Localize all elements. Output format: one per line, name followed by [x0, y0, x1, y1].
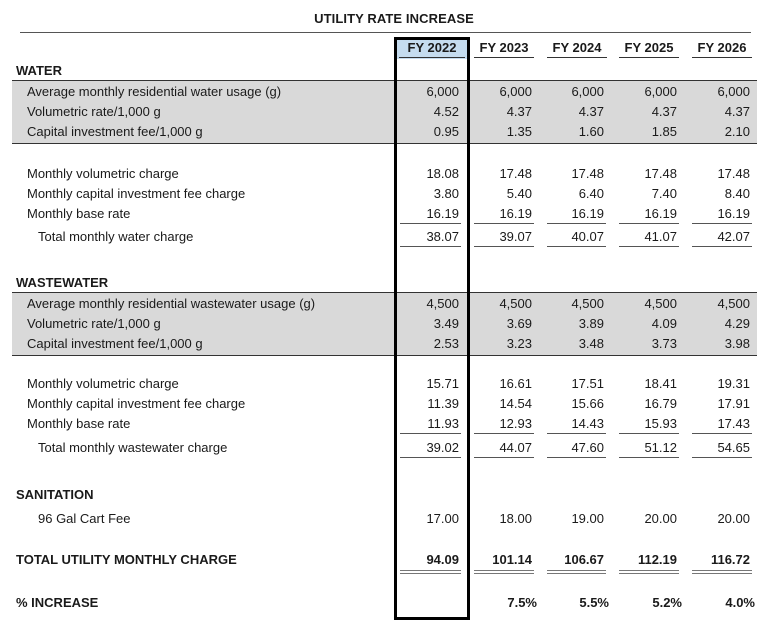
value-cell: 17.91 [717, 396, 750, 411]
value-cell: 39.02 [426, 440, 459, 455]
value-cell: 106.67 [564, 552, 604, 567]
fy2022-highlight-box [394, 37, 470, 620]
underline [619, 433, 679, 434]
underline [547, 223, 606, 224]
section-heading-sanitation: SANITATION [16, 487, 94, 502]
value-cell: 11.39 [427, 396, 459, 411]
value-cell: 0.95 [433, 124, 459, 139]
value-cell: 5.2% [652, 595, 682, 610]
increase-label: % INCREASE [16, 595, 99, 610]
value-cell: 6,000 [717, 84, 750, 99]
value-cell: 54.65 [717, 440, 750, 455]
value-cell: 8.40 [724, 186, 750, 201]
value-cell: 16.19 [644, 206, 677, 221]
value-cell: 18.00 [499, 511, 532, 526]
value-cell: 3.80 [433, 186, 459, 201]
underline [692, 433, 752, 434]
row-label: Volumetric rate/1,000 g [27, 316, 161, 331]
underline [692, 223, 752, 224]
value-cell: 17.48 [644, 166, 677, 181]
value-cell: 6,000 [499, 84, 532, 99]
value-cell: 2.10 [724, 124, 750, 139]
value-cell: 16.61 [499, 376, 532, 391]
value-cell: 17.48 [499, 166, 532, 181]
report-title: UTILITY RATE INCREASE [314, 11, 474, 26]
value-cell: 3.49 [433, 316, 459, 331]
value-cell: 112.19 [637, 552, 677, 567]
value-cell: 17.43 [717, 416, 750, 431]
value-cell: 16.19 [717, 206, 750, 221]
value-cell: 2.53 [433, 336, 459, 351]
value-cell: 47.60 [571, 440, 604, 455]
underline [547, 433, 606, 434]
value-cell: 18.41 [644, 376, 677, 391]
value-cell: 7.5% [507, 595, 537, 610]
value-cell: 1.35 [506, 124, 532, 139]
value-cell: 14.43 [571, 416, 604, 431]
value-cell: 3.23 [506, 336, 532, 351]
row-label: Capital investment fee/1,000 g [27, 336, 203, 351]
value-cell: 116.72 [710, 552, 750, 567]
grand-total-label: TOTAL UTILITY MONTHLY CHARGE [16, 552, 237, 567]
value-cell: 4,500 [571, 296, 604, 311]
value-cell: 4.29 [724, 316, 750, 331]
value-cell: 4.52 [433, 104, 459, 119]
double-underline [474, 570, 534, 574]
row-label-total: Total monthly water charge [38, 229, 194, 244]
underline [619, 457, 679, 458]
value-cell: 3.98 [724, 336, 750, 351]
value-cell: 7.40 [651, 186, 677, 201]
value-cell: 4.37 [578, 104, 604, 119]
value-cell: 39.07 [499, 229, 532, 244]
value-cell: 18.08 [426, 166, 459, 181]
value-cell: 4,500 [644, 296, 677, 311]
value-cell: 51.12 [644, 440, 677, 455]
value-cell: 38.07 [426, 229, 459, 244]
value-cell: 6.40 [578, 186, 604, 201]
value-cell: 6,000 [571, 84, 604, 99]
value-cell: 16.19 [426, 206, 459, 221]
col-header-fy2023: FY 2023 [472, 37, 536, 59]
value-cell: 6,000 [644, 84, 677, 99]
value-cell: 5.40 [506, 186, 532, 201]
value-cell: 42.07 [717, 229, 750, 244]
value-cell: 101.14 [492, 552, 532, 567]
underline [692, 246, 752, 247]
row-label: Monthly volumetric charge [27, 166, 179, 181]
value-cell: 5.5% [579, 595, 609, 610]
section-heading-water: WATER [16, 63, 62, 78]
value-cell: 94.09 [426, 552, 459, 567]
row-label-total: Total monthly wastewater charge [38, 440, 228, 455]
underline [547, 246, 606, 247]
row-label: Volumetric rate/1,000 g [27, 104, 161, 119]
value-cell: 20.00 [717, 511, 750, 526]
value-cell: 6,000 [426, 84, 459, 99]
section-heading-wastewater: WASTEWATER [16, 275, 109, 290]
value-cell: 16.79 [644, 396, 677, 411]
underline [474, 246, 534, 247]
row-label: 96 Gal Cart Fee [38, 511, 131, 526]
row-label: Average monthly residential water usage (g) [27, 84, 282, 99]
value-cell: 17.51 [571, 376, 604, 391]
double-underline [547, 570, 606, 574]
value-cell: 15.66 [571, 396, 604, 411]
col-header-fy2025: FY 2025 [617, 37, 681, 59]
row-label: Monthly volumetric charge [27, 376, 179, 391]
underline [692, 457, 752, 458]
row-label: Average monthly residential wastewater usage (g) [27, 296, 316, 311]
value-cell: 3.48 [578, 336, 604, 351]
value-cell: 4.37 [506, 104, 532, 119]
value-cell: 40.07 [571, 229, 604, 244]
row-label: Monthly capital investment fee charge [27, 396, 246, 411]
underline [619, 223, 679, 224]
value-cell: 4.09 [651, 316, 677, 331]
underline [474, 433, 534, 434]
value-cell: 4,500 [426, 296, 459, 311]
underline [547, 457, 606, 458]
value-cell: 17.48 [717, 166, 750, 181]
double-underline [692, 570, 752, 574]
value-cell: 4,500 [717, 296, 750, 311]
value-cell: 41.07 [644, 229, 677, 244]
value-cell: 3.89 [578, 316, 604, 331]
value-cell: 17.48 [571, 166, 604, 181]
value-cell: 16.19 [571, 206, 604, 221]
col-header-fy2026: FY 2026 [690, 37, 754, 59]
underline [619, 246, 679, 247]
value-cell: 44.07 [499, 440, 532, 455]
double-underline [619, 570, 679, 574]
col-header-fy2024: FY 2024 [545, 37, 609, 59]
value-cell: 4.0% [725, 595, 755, 610]
value-cell: 4.37 [724, 104, 750, 119]
underline [474, 457, 534, 458]
value-cell: 1.60 [578, 124, 604, 139]
value-cell: 4.37 [651, 104, 677, 119]
row-label: Monthly capital investment fee charge [27, 186, 246, 201]
value-cell: 12.93 [499, 416, 532, 431]
value-cell: 19.00 [571, 511, 604, 526]
value-cell: 3.69 [506, 316, 532, 331]
underline [474, 223, 534, 224]
title-rule [20, 32, 751, 33]
value-cell: 11.93 [427, 416, 459, 431]
value-cell: 19.31 [717, 376, 750, 391]
value-cell: 16.19 [499, 206, 532, 221]
value-cell: 4,500 [499, 296, 532, 311]
value-cell: 17.00 [426, 511, 459, 526]
value-cell: 3.73 [651, 336, 677, 351]
row-label: Capital investment fee/1,000 g [27, 124, 203, 139]
value-cell: 14.54 [499, 396, 532, 411]
value-cell: 20.00 [644, 511, 677, 526]
value-cell: 15.93 [644, 416, 677, 431]
value-cell: 15.71 [426, 376, 459, 391]
row-label: Monthly base rate [27, 206, 131, 221]
row-label: Monthly base rate [27, 416, 131, 431]
value-cell: 1.85 [651, 124, 677, 139]
col-header-fy2022: FY 2022 [397, 37, 467, 59]
